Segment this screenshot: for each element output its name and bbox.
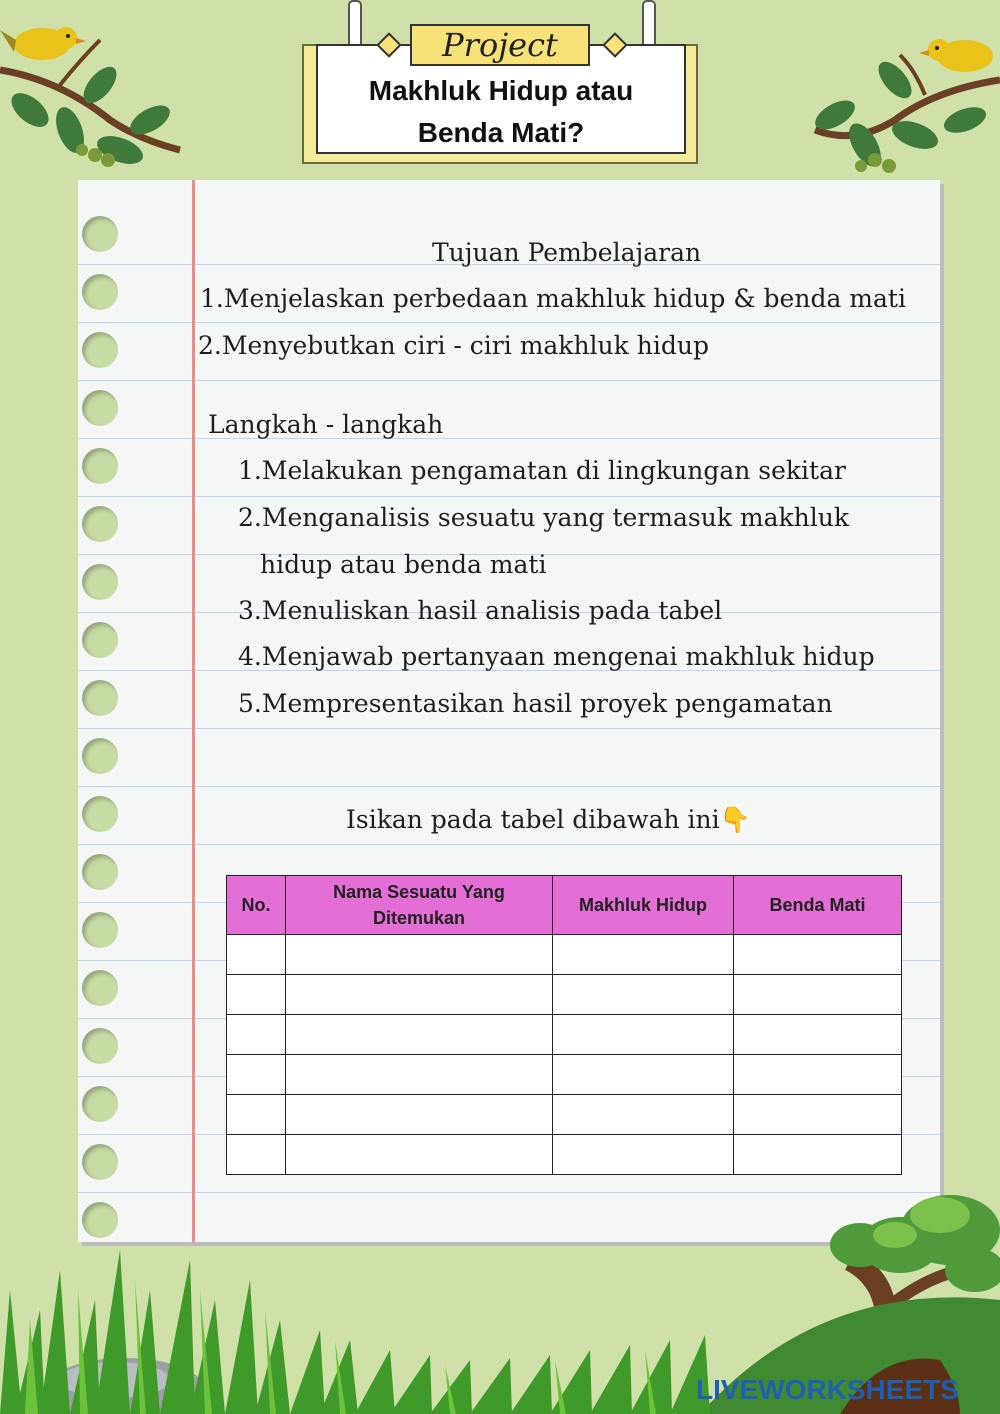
table-row — [227, 975, 902, 1015]
objective-item-2 — [198, 331, 709, 360]
cell-nonliving[interactable] — [734, 935, 902, 975]
ruled-line — [78, 844, 940, 845]
table-row — [227, 1015, 902, 1055]
binder-hole — [82, 448, 118, 484]
pointing-down-icon: 👇 — [719, 805, 751, 834]
bird-branch-left-illustration — [0, 0, 190, 180]
objective-number: 1. — [200, 284, 224, 313]
ruled-line — [78, 496, 940, 497]
objective-text: Menyebutkan ciri - ciri makhluk hidup — [221, 331, 709, 360]
objective-item-1 — [200, 284, 906, 313]
step-text: Melakukan pengamatan di lingkungan sekitar — [261, 456, 846, 485]
binder-hole — [82, 680, 118, 716]
steps-heading: Langkah - langkah — [208, 410, 444, 439]
cell-name[interactable] — [286, 1095, 553, 1135]
binder-hole — [82, 390, 118, 426]
observation-table — [226, 875, 902, 1175]
cell-no[interactable] — [227, 1015, 286, 1055]
cell-nonliving[interactable] — [734, 1095, 902, 1135]
binder-hole — [82, 332, 118, 368]
margin-line — [192, 180, 195, 1242]
page-title — [316, 70, 686, 154]
title-line-1: Makhluk Hidup atau — [368, 75, 634, 106]
ruled-line — [78, 322, 940, 323]
binder-hole — [82, 738, 118, 774]
cell-no[interactable] — [227, 1135, 286, 1175]
step-number: 1. — [238, 456, 262, 485]
step-item-4 — [238, 642, 875, 671]
table-row — [227, 1055, 902, 1095]
table-row — [227, 1095, 902, 1135]
objective-number: 2. — [198, 331, 222, 360]
ribbon-label: Project — [442, 26, 558, 64]
step-item-3 — [238, 596, 722, 625]
cell-name[interactable] — [286, 975, 553, 1015]
step-text: Mempresentasikan hasil proyek pengamatan — [261, 689, 833, 718]
step-item-2 — [238, 503, 849, 532]
cell-name[interactable] — [286, 1015, 553, 1055]
cell-name[interactable] — [286, 935, 553, 975]
cell-no[interactable] — [227, 1055, 286, 1095]
title-line-2: Benda Mati? — [417, 117, 585, 148]
ruled-line — [78, 728, 940, 729]
binder-hole — [82, 854, 118, 890]
ruled-line — [78, 786, 940, 787]
step-number: 4. — [238, 642, 262, 671]
step-number: 3. — [238, 596, 262, 625]
binder-hole — [82, 1028, 118, 1064]
cell-living[interactable] — [553, 975, 734, 1015]
table-row — [227, 1135, 902, 1175]
step-text: Menjawab pertanyaan mengenai makhluk hidup — [261, 642, 875, 671]
cell-no[interactable] — [227, 935, 286, 975]
cell-no[interactable] — [227, 1095, 286, 1135]
step-item-5 — [238, 689, 833, 718]
step-text: Menganalisis sesuatu yang termasuk makhluk — [261, 503, 850, 532]
cell-living[interactable] — [553, 1055, 734, 1095]
header-nonliving: Benda Mati — [734, 876, 902, 935]
objective-text: Menjelaskan perbedaan makhluk hidup & benda mati — [223, 284, 906, 313]
binder-hole — [82, 564, 118, 600]
cell-living[interactable] — [553, 935, 734, 975]
step-number: 2. — [238, 503, 262, 532]
header-no: No. — [227, 876, 286, 935]
binder-hole — [82, 796, 118, 832]
project-ribbon — [410, 24, 590, 66]
binder-hole — [82, 216, 118, 252]
binder-hole — [82, 506, 118, 542]
table-header-row — [227, 876, 902, 935]
cell-living[interactable] — [553, 1095, 734, 1135]
binder-hole — [82, 274, 118, 310]
table-row — [227, 935, 902, 975]
cell-nonliving[interactable] — [734, 1015, 902, 1055]
header-living: Makhluk Hidup — [553, 876, 734, 935]
cell-no[interactable] — [227, 975, 286, 1015]
step-item-2-continuation — [260, 550, 546, 579]
cell-nonliving[interactable] — [734, 1055, 902, 1095]
bird-branch-right-illustration — [805, 20, 1000, 190]
cell-name[interactable] — [286, 1135, 553, 1175]
binder-hole — [82, 622, 118, 658]
binder-hole — [82, 970, 118, 1006]
table-prompt — [346, 805, 751, 835]
step-text: Menuliskan hasil analisis pada tabel — [261, 596, 723, 625]
header-name: Nama Sesuatu Yang Ditemukan — [286, 876, 553, 935]
cell-nonliving[interactable] — [734, 975, 902, 1015]
binder-hole — [82, 912, 118, 948]
cell-living[interactable] — [553, 1135, 734, 1175]
binder-hole — [82, 1144, 118, 1180]
step-number: 5. — [238, 689, 262, 718]
objectives-heading: Tujuan Pembelajaran — [432, 238, 702, 267]
watermark: LIVEWORKSHEETS — [696, 1374, 959, 1405]
binder-hole — [82, 1086, 118, 1122]
step-text: hidup atau benda mati — [260, 550, 547, 579]
cell-name[interactable] — [286, 1055, 553, 1095]
cell-living[interactable] — [553, 1015, 734, 1055]
ruled-line — [78, 380, 940, 381]
table-prompt-text: Isikan pada tabel dibawah ini — [346, 805, 720, 834]
cell-nonliving[interactable] — [734, 1135, 902, 1175]
step-item-1 — [238, 456, 846, 485]
